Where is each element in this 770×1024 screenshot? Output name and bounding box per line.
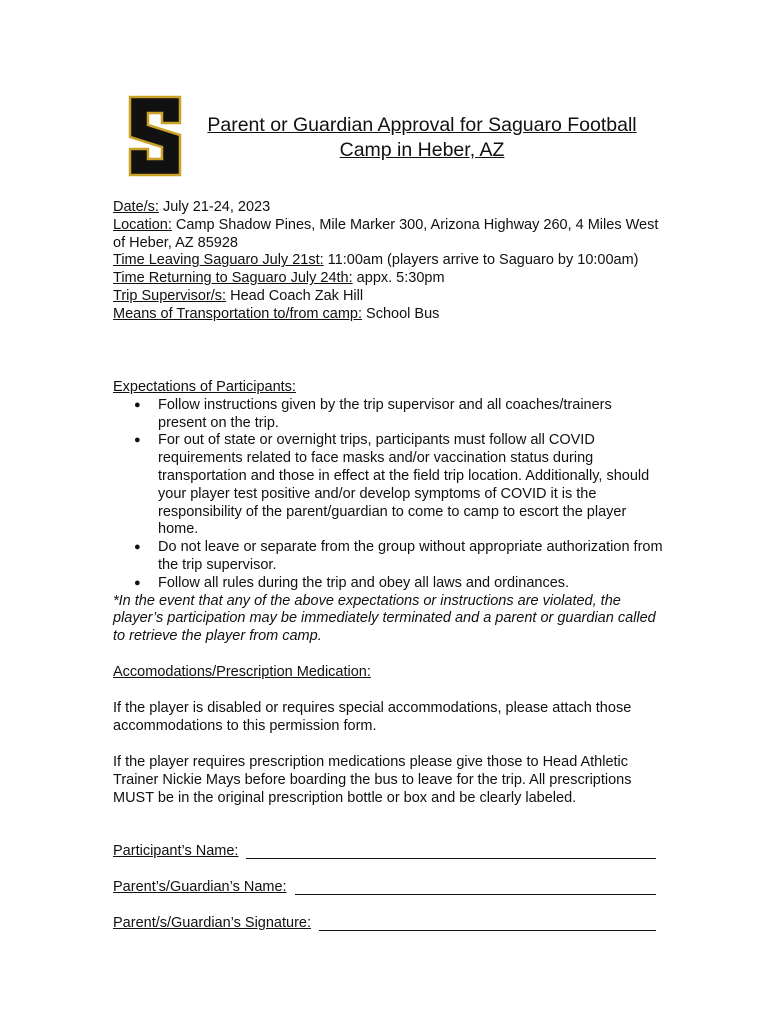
leaving-value: 11:00am (players arrive to Saguaro by 10:00am) bbox=[323, 252, 639, 269]
leaving-label: Time Leaving Saguaro July 21st: bbox=[113, 252, 324, 269]
dates-line bbox=[113, 199, 663, 217]
violation-note: *In the event that any of the above expectations or instructions are violated, the player’s participation may be immediately terminated and a parent or guardian called to retrieve the player from camp. bbox=[113, 592, 656, 645]
transport-value: School Bus bbox=[362, 305, 440, 322]
guardian-name-label: Parent’s/Guardian’s Name: bbox=[113, 879, 287, 895]
returning-line bbox=[113, 270, 663, 288]
page-title: Parent or Guardian Approval for Saguaro Football Camp in Heber, AZ bbox=[207, 114, 637, 161]
location-value: Camp Shadow Pines, Mile Marker 300, Arizona Highway 260, 4 Miles West of Heber, AZ 85928 bbox=[113, 216, 659, 251]
expectations-section bbox=[113, 379, 663, 646]
guardian-name-row bbox=[113, 878, 656, 895]
transport-line bbox=[113, 306, 663, 324]
dates-value: July 21-24, 2023 bbox=[158, 199, 271, 215]
trip-info bbox=[113, 199, 663, 324]
returning-label: Time Returning to Saguaro July 24th: bbox=[113, 270, 353, 287]
list-item: ● Do not leave or separate from the group without appropriate authorization from the trip supervisor. bbox=[158, 539, 663, 575]
guardian-signature-row bbox=[113, 914, 656, 931]
guardian-signature-field[interactable] bbox=[319, 914, 656, 931]
dates-label: Date/s: bbox=[113, 199, 159, 215]
location-line bbox=[113, 217, 663, 253]
accommodations-paragraph: If the player is disabled or requires special accommodations, please attach those accommodations to this permission form. bbox=[113, 700, 632, 734]
participant-name-row bbox=[113, 842, 656, 859]
accommodations-heading: Accomodations/Prescription Medication: bbox=[113, 664, 371, 680]
transport-label: Means of Transportation to/from camp: bbox=[113, 305, 363, 322]
guardian-name-field[interactable] bbox=[295, 878, 656, 895]
list-item: ● Follow instructions given by the trip supervisor and all coaches/trainers present on the trip. bbox=[158, 397, 663, 433]
location-label: Location: bbox=[113, 216, 172, 233]
expectations-heading: Expectations of Participants: bbox=[113, 379, 296, 395]
participant-name-label: Participant’s Name: bbox=[113, 843, 239, 859]
leaving-line bbox=[113, 252, 663, 270]
supervisor-line bbox=[113, 288, 663, 306]
expectations-list bbox=[113, 397, 663, 593]
list-item: ● For out of state or overnight trips, participants must follow all COVID requirements related to face masks and/or vaccination status during transportation and those in effect at the field trip location. Additionally, should your player test positive and/or develop symptoms of COVID it is the responsibility of the parent/guardian to come to camp to escort the player home. bbox=[158, 432, 663, 539]
medication-paragraph: If the player requires prescription medications please give those to Head Athletic Trainer Nickie Mays before boarding the bus to leave for the trip. All prescriptions MUST be in the original prescription bottle or box and be clearly labeled. bbox=[113, 754, 632, 806]
supervisor-label: Trip Supervisor/s: bbox=[113, 287, 227, 304]
saguaro-s-logo bbox=[124, 93, 186, 179]
participant-name-field[interactable] bbox=[246, 842, 656, 859]
supervisor-value: Head Coach Zak Hill bbox=[226, 287, 364, 304]
guardian-signature-label: Parent/s/Guardian’s Signature: bbox=[113, 915, 312, 931]
returning-value: appx. 5:30pm bbox=[352, 270, 445, 287]
list-item: ● Follow all rules during the trip and obey all laws and ordinances. bbox=[158, 575, 663, 593]
